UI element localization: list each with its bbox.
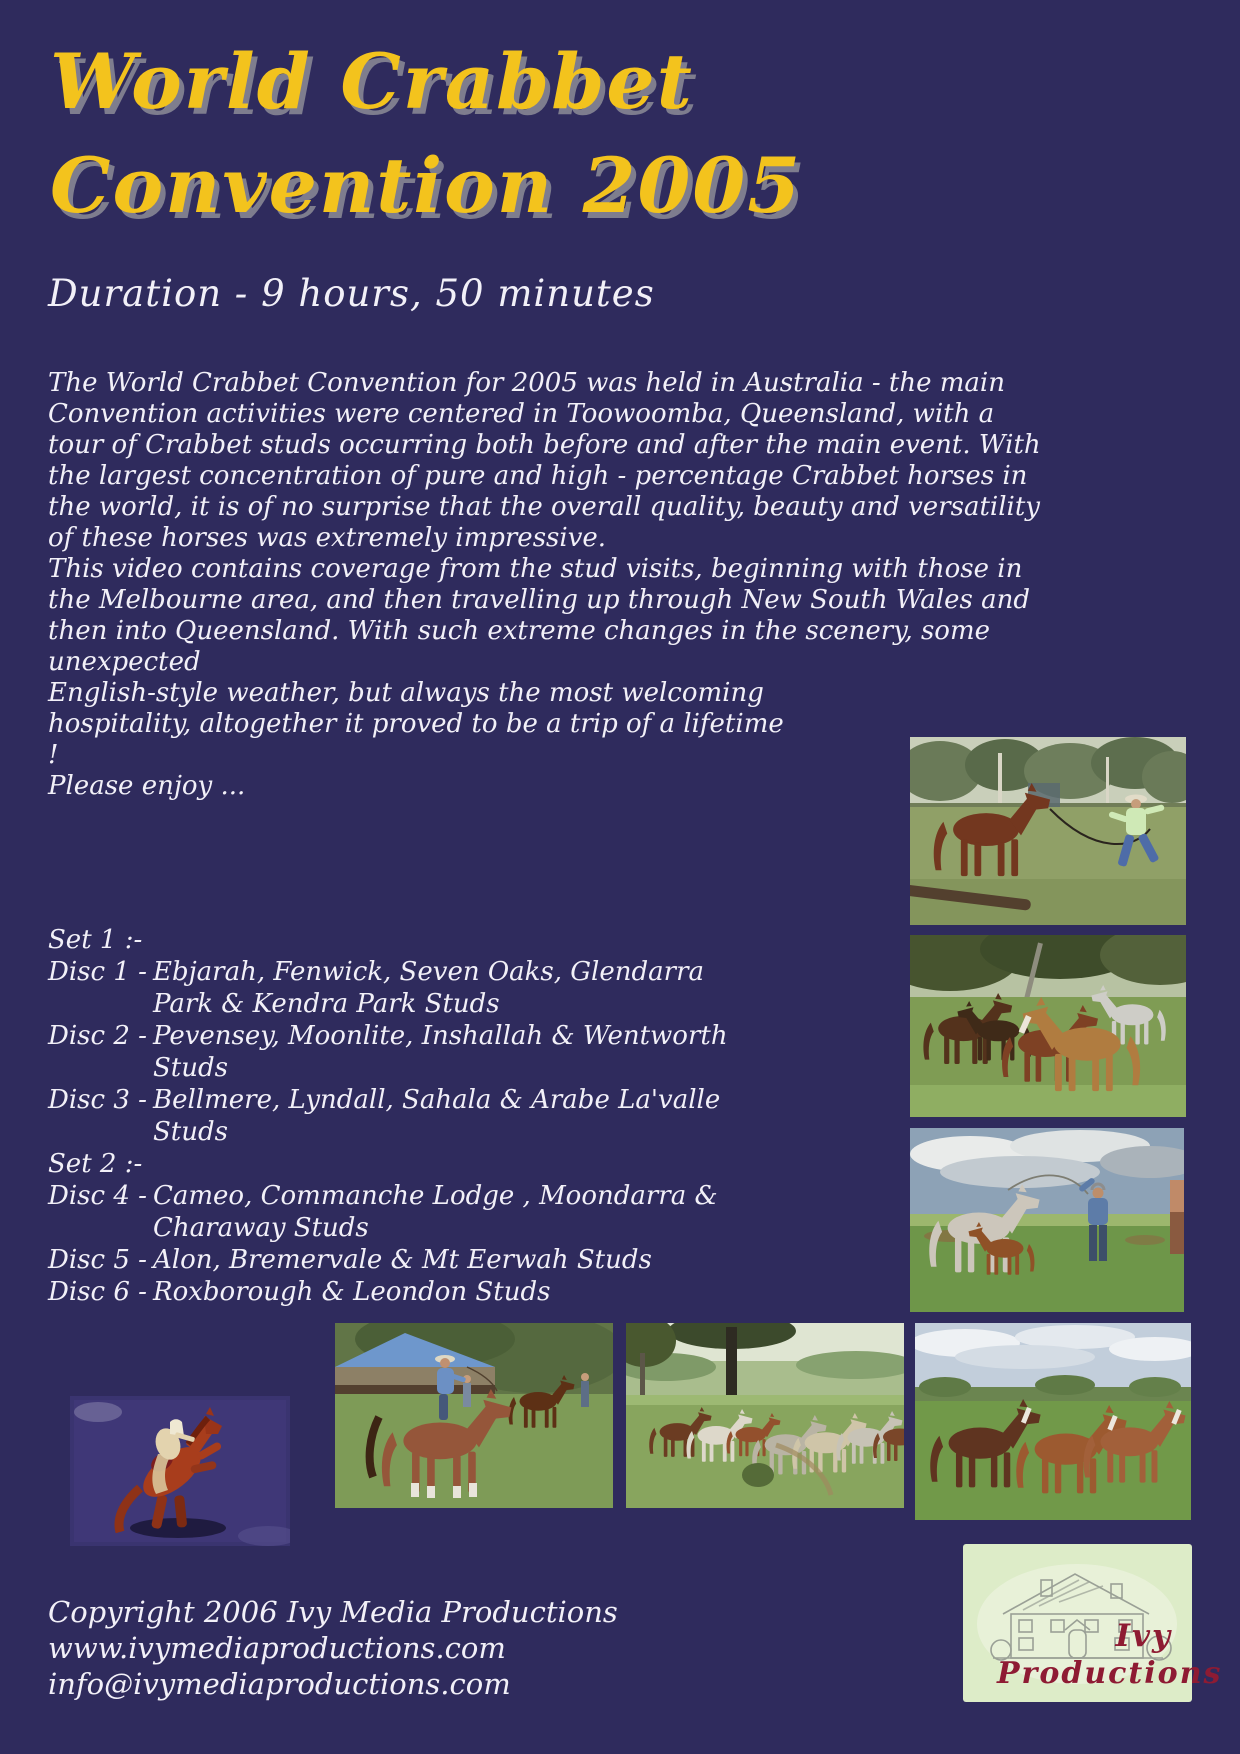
- painting-illustration: [70, 1396, 290, 1546]
- duration-text: Duration - 9 hours, 50 minutes: [48, 272, 655, 315]
- photo-horse-lunging-illustration: [910, 737, 1186, 925]
- description-text: [48, 368, 1048, 802]
- disc-row-label: Disc 1 -: [48, 957, 147, 987]
- disc-row-disc3: [48, 1084, 868, 1148]
- disc-row-label: Disc 6 -: [48, 1277, 147, 1307]
- description-paragraph-1: The World Crabbet Convention for 2005 was held in Australia - the main Convention activities were centered in Toowoomba, Queensland, with a tour of Crabbet studs occurring both before and after the main event. With the largest concentration of pure and high - percentage Crabbet horses in the world, it is of no surprise that the overall quality, beauty and versatility of these horses was extremely impressive.: [48, 368, 1041, 553]
- disc-row-label: Disc 4 -: [48, 1181, 147, 1211]
- photo-herd: [626, 1323, 904, 1508]
- photo-mares-and-foals: [910, 935, 1186, 1117]
- footer-credits: [48, 1594, 618, 1702]
- disc-row-label: Disc 5 -: [48, 1245, 147, 1275]
- disc-row-disc2: [48, 1020, 868, 1084]
- disc-row-disc6: [48, 1276, 868, 1308]
- photo-grey-foal-illustration: [910, 1128, 1184, 1312]
- disc-row-text: Ebjarah, Fenwick, Seven Oaks, Glendarra Park & Kendra Park Studs: [153, 957, 705, 1019]
- disc-row-text: Roxborough & Leondon Studs: [153, 1277, 551, 1307]
- copyright-line: Copyright 2006 Ivy Media Productions: [48, 1595, 618, 1629]
- photo-horse-lunging: [910, 737, 1186, 925]
- disc-row-text: [153, 924, 768, 956]
- photo-grey-horse-foal: [910, 1128, 1184, 1312]
- logo-ivy-text: Ivy: [1115, 1618, 1172, 1654]
- photo-herd-illustration: [626, 1323, 904, 1508]
- email-line: info@ivymediaproductions.com: [48, 1667, 511, 1701]
- disc-row-label: Set 1 :-: [48, 925, 143, 955]
- disc-row-disc4: [48, 1180, 868, 1244]
- title-line-1: World Crabbet: [50, 37, 694, 126]
- website-line: www.ivymediaproductions.com: [48, 1631, 506, 1665]
- disc-row-disc1: [48, 956, 868, 1020]
- disc-row-text: [153, 1148, 768, 1180]
- bush: [742, 1463, 774, 1487]
- disc-row-text: Bellmere, Lyndall, Sahala & Arabe La'valle Studs: [153, 1085, 721, 1147]
- disc-row-disc5: [48, 1244, 868, 1276]
- disc-row-set2: [48, 1148, 868, 1180]
- disc-row-text: Cameo, Commanche Lodge , Moondarra & Charaway Studs: [153, 1181, 718, 1243]
- logo-productions-text: Productions: [997, 1656, 1223, 1691]
- disc-row-label: Disc 3 -: [48, 1085, 147, 1115]
- description-paragraph-3: English-style weather, but always the most welcoming hospitality, altogether it proved to be a trip of a lifetime !: [48, 678, 784, 770]
- disc-row-set1: [48, 924, 868, 956]
- description-paragraph-2: This video contains coverage from the stud visits, beginning with those in the Melbourne area, and then travelling up through New South Wales and then into Queensland. With such extreme changes in the scenery, some unexpected: [48, 554, 1030, 677]
- disc-row-text: Alon, Bremervale & Mt Eerwah Studs: [153, 1245, 652, 1275]
- disc-row-label: Disc 2 -: [48, 1021, 147, 1051]
- disc-row-label: Set 2 :-: [48, 1149, 143, 1179]
- photo-ridden-horse: [335, 1323, 613, 1508]
- title-line-2: Convention 2005: [50, 141, 803, 230]
- disc-row-text: Pevensey, Moonlite, Inshallah & Wentworth Studs: [153, 1021, 728, 1083]
- page-title: [50, 30, 802, 238]
- ivy-productions-logo: [963, 1544, 1223, 1702]
- photo-three-horses-illustration: [915, 1323, 1191, 1520]
- disc-list: [48, 924, 868, 1308]
- photo-riding-illustration: [335, 1323, 613, 1508]
- photo-mares-illustration: [910, 935, 1186, 1117]
- painting-arab-rider: [70, 1396, 290, 1546]
- photo-three-horses: [915, 1323, 1191, 1520]
- partial-person: [1170, 1180, 1184, 1254]
- description-paragraph-4: Please enjoy ...: [48, 771, 246, 801]
